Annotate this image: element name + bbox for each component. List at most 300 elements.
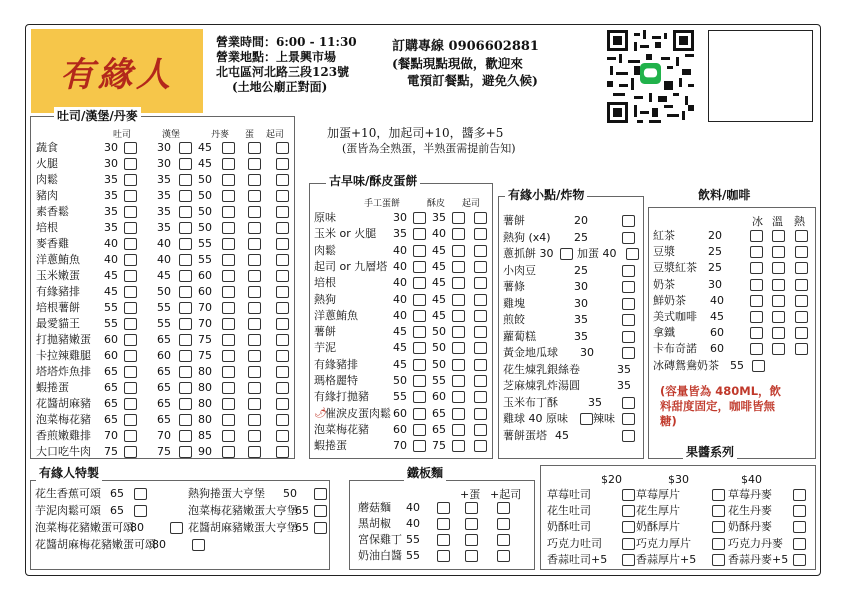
- crisp-checkbox[interactable]: [452, 261, 465, 273]
- line-qr-code[interactable]: [607, 30, 694, 123]
- snack-checkbox[interactable]: [622, 331, 635, 343]
- drink-ice-checkbox[interactable]: [750, 279, 763, 291]
- jam-item-name: 草莓厚片: [636, 488, 680, 501]
- burger-price: 35: [157, 205, 171, 218]
- danish-checkbox[interactable]: [222, 302, 235, 314]
- pancake-cheese-checkbox[interactable]: [474, 391, 487, 403]
- burger-checkbox[interactable]: [179, 366, 192, 378]
- crisp-checkbox[interactable]: [452, 245, 465, 257]
- crisp-checkbox[interactable]: [452, 294, 465, 306]
- drink-warm-checkbox[interactable]: [772, 295, 785, 307]
- snack-price: 30: [574, 280, 588, 293]
- pancake-cheese-checkbox[interactable]: [474, 245, 487, 257]
- danish-price: 50: [198, 221, 212, 234]
- drink-note-line2: 料甜度固定，咖啡皆無: [660, 399, 775, 413]
- pancake-cheese-checkbox[interactable]: [474, 212, 487, 224]
- toast-checkbox[interactable]: [124, 318, 137, 330]
- danish-price: 75: [198, 333, 212, 346]
- drink-hot-checkbox[interactable]: [795, 311, 808, 323]
- noodle-checkbox[interactable]: [437, 518, 450, 530]
- pancake-cheese-checkbox[interactable]: [474, 408, 487, 420]
- cheese-checkbox[interactable]: [276, 430, 289, 442]
- toast-checkbox[interactable]: [124, 302, 137, 314]
- cheese-checkbox[interactable]: [276, 158, 289, 170]
- crisp-checkbox[interactable]: [452, 408, 465, 420]
- snack-egg-checkbox[interactable]: [626, 248, 639, 260]
- col-crisp: 酥皮: [427, 199, 446, 209]
- menu-item-name: 花醬胡麻豬: [36, 397, 91, 410]
- danish-price: 85: [198, 429, 212, 442]
- noodle-egg-checkbox[interactable]: [465, 550, 478, 562]
- snack-item-name: 薯條: [503, 280, 525, 293]
- jam-checkbox[interactable]: [622, 505, 635, 517]
- menu-item-name: 麥香雞: [36, 237, 69, 250]
- toast-price: 30: [104, 141, 118, 154]
- toast-price: 60: [104, 349, 118, 362]
- egg-checkbox[interactable]: [248, 142, 261, 154]
- snack-checkbox[interactable]: [622, 265, 635, 277]
- danish-price: 70: [198, 317, 212, 330]
- egg-checkbox[interactable]: [248, 430, 261, 442]
- menu-item-name: 培根: [36, 221, 58, 234]
- crisp-price: 35: [432, 211, 446, 224]
- jam-price-40: $40: [741, 473, 762, 486]
- jam-checkbox[interactable]: [622, 538, 635, 550]
- toast-price: 65: [104, 413, 118, 426]
- jam-checkbox[interactable]: [793, 538, 806, 550]
- cheese-checkbox[interactable]: [276, 222, 289, 234]
- brand-logo: [31, 29, 203, 113]
- toast-checkbox[interactable]: [124, 350, 137, 362]
- snack-checkbox[interactable]: [622, 397, 635, 409]
- danish-checkbox[interactable]: [222, 174, 235, 186]
- crisp-checkbox[interactable]: [452, 228, 465, 240]
- toast-price: 35: [104, 221, 118, 234]
- danish-price: 60: [198, 269, 212, 282]
- order-notice-1: (餐點現點現做，歡迎來: [392, 56, 523, 71]
- cheese-checkbox[interactable]: [276, 286, 289, 298]
- pancake-cheese-checkbox[interactable]: [474, 342, 487, 354]
- burger-checkbox[interactable]: [179, 334, 192, 346]
- toast-checkbox[interactable]: [124, 206, 137, 218]
- hand-checkbox[interactable]: [413, 245, 426, 257]
- pancake-cheese-checkbox[interactable]: [474, 261, 487, 273]
- special-checkbox[interactable]: [314, 505, 327, 517]
- snack-price: 35: [617, 362, 631, 376]
- special-title: 有緣人特製: [36, 464, 102, 481]
- drink-ice-checkbox[interactable]: [750, 311, 763, 323]
- hand-checkbox[interactable]: [413, 359, 426, 371]
- egg-checkbox[interactable]: [248, 158, 261, 170]
- drink-price: 40: [710, 293, 724, 307]
- hand-price: 70: [393, 439, 407, 453]
- noodle-cheese-checkbox[interactable]: [497, 518, 510, 530]
- noodle-checkbox[interactable]: [437, 502, 450, 514]
- pancake-item-name: 芋泥: [314, 341, 336, 355]
- danish-checkbox[interactable]: [222, 350, 235, 362]
- egg-checkbox[interactable]: [248, 222, 261, 234]
- snack-checkbox[interactable]: [622, 430, 635, 442]
- hand-checkbox[interactable]: [413, 310, 426, 322]
- hand-checkbox[interactable]: [413, 326, 426, 338]
- drink-warm-checkbox[interactable]: [772, 327, 785, 339]
- noodle-checkbox[interactable]: [437, 550, 450, 562]
- crisp-checkbox[interactable]: [452, 359, 465, 371]
- danish-checkbox[interactable]: [222, 366, 235, 378]
- snack-checkbox[interactable]: [622, 347, 635, 359]
- cheese-checkbox[interactable]: [276, 318, 289, 330]
- cheese-checkbox[interactable]: [276, 446, 289, 458]
- snack-price: 35: [574, 313, 588, 326]
- burger-price: 35: [157, 173, 171, 186]
- drink-hot-checkbox[interactable]: [795, 343, 808, 355]
- special-price: 80: [152, 538, 166, 551]
- danish-checkbox[interactable]: [222, 334, 235, 346]
- burger-checkbox[interactable]: [179, 302, 192, 314]
- hand-checkbox[interactable]: [413, 440, 426, 452]
- cheese-checkbox[interactable]: [276, 174, 289, 186]
- snack-checkbox[interactable]: [622, 281, 635, 293]
- hand-price: 55: [393, 390, 407, 404]
- drink-warm-checkbox[interactable]: [772, 343, 785, 355]
- hand-checkbox[interactable]: [413, 342, 426, 354]
- special-checkbox[interactable]: [134, 505, 147, 517]
- egg-checkbox[interactable]: [248, 174, 261, 186]
- danish-checkbox[interactable]: [222, 382, 235, 394]
- drink-warm-checkbox[interactable]: [772, 262, 785, 274]
- toast-checkbox[interactable]: [124, 174, 137, 186]
- danish-price: 80: [198, 413, 212, 426]
- hand-checkbox[interactable]: [413, 261, 426, 273]
- burger-checkbox[interactable]: [179, 270, 192, 282]
- danish-checkbox[interactable]: [222, 318, 235, 330]
- drink-hot-checkbox[interactable]: [795, 246, 808, 258]
- toast-checkbox[interactable]: [124, 334, 137, 346]
- toast-checkbox[interactable]: [124, 190, 137, 202]
- menu-item-name: 蔬食: [36, 141, 58, 154]
- noodle-egg-checkbox[interactable]: [465, 534, 478, 546]
- snack-price: 35: [574, 329, 588, 343]
- snack-checkbox[interactable]: [560, 248, 573, 260]
- hand-checkbox[interactable]: [413, 375, 426, 387]
- pancake-cheese-checkbox[interactable]: [474, 375, 487, 387]
- snack-checkbox[interactable]: [622, 215, 635, 227]
- special-item-name: 花醬胡麻梅花豬嫩蛋可頌: [35, 538, 156, 551]
- egg-checkbox[interactable]: [248, 190, 261, 202]
- hand-price: 45: [393, 357, 407, 371]
- snack-checkbox[interactable]: [622, 298, 635, 310]
- burger-checkbox[interactable]: [179, 318, 192, 330]
- danish-price: 70: [198, 301, 212, 314]
- hand-checkbox[interactable]: [413, 228, 426, 240]
- pancake-cheese-checkbox[interactable]: [474, 424, 487, 436]
- drink-ice-checkbox[interactable]: [750, 327, 763, 339]
- egg-checkbox[interactable]: [248, 414, 261, 426]
- snack-checkbox[interactable]: [622, 232, 635, 244]
- drink-item-name: 奶茶: [653, 277, 675, 291]
- jam-item-name: 花生丹麥: [728, 504, 772, 518]
- egg-checkbox[interactable]: [248, 302, 261, 314]
- crisp-price: 65: [432, 406, 446, 420]
- drink-ice-checkbox[interactable]: [750, 262, 763, 274]
- hand-checkbox[interactable]: [413, 212, 426, 224]
- burger-checkbox[interactable]: [179, 414, 192, 426]
- snack-original-checkbox[interactable]: [580, 413, 593, 425]
- pancake-cheese-checkbox[interactable]: [474, 359, 487, 371]
- snack-checkbox[interactable]: [622, 314, 635, 326]
- danish-checkbox[interactable]: [222, 142, 235, 154]
- toast-price: 65: [104, 381, 118, 394]
- egg-checkbox[interactable]: [248, 350, 261, 362]
- danish-checkbox[interactable]: [222, 238, 235, 250]
- crisp-checkbox[interactable]: [452, 375, 465, 387]
- special-checkbox[interactable]: [170, 522, 183, 534]
- danish-checkbox[interactable]: [222, 414, 235, 426]
- danish-checkbox[interactable]: [222, 430, 235, 442]
- crisp-checkbox[interactable]: [452, 212, 465, 224]
- jam-checkbox[interactable]: [712, 538, 725, 550]
- drink-ice-checkbox[interactable]: [750, 230, 763, 242]
- jam-checkbox[interactable]: [622, 489, 635, 501]
- cheese-checkbox[interactable]: [276, 382, 289, 394]
- noodle-cheese-checkbox[interactable]: [497, 502, 510, 514]
- jam-item-name: 奶酥吐司: [547, 520, 591, 534]
- pancake-item-name: 有緣打拋豬: [314, 390, 369, 404]
- burger-checkbox[interactable]: [179, 142, 192, 154]
- drink-hot-checkbox[interactable]: [795, 262, 808, 274]
- crisp-checkbox[interactable]: [452, 342, 465, 354]
- noodle-egg-checkbox[interactable]: [465, 502, 478, 514]
- egg-checkbox[interactable]: [248, 334, 261, 346]
- egg-checkbox[interactable]: [248, 254, 261, 266]
- danish-checkbox[interactable]: [222, 446, 235, 458]
- drink-item-name: 鮮奶茶: [653, 293, 686, 307]
- egg-checkbox[interactable]: [248, 286, 261, 298]
- pancake-cheese-checkbox[interactable]: [474, 310, 487, 322]
- drink-hot-checkbox[interactable]: [795, 230, 808, 242]
- cheese-checkbox[interactable]: [276, 238, 289, 250]
- egg-checkbox[interactable]: [248, 446, 261, 458]
- drink-ice-checkbox[interactable]: [752, 360, 765, 372]
- cheese-checkbox[interactable]: [276, 190, 289, 202]
- danish-checkbox[interactable]: [222, 286, 235, 298]
- jam-checkbox[interactable]: [712, 489, 725, 501]
- toast-checkbox[interactable]: [124, 446, 137, 458]
- burger-checkbox[interactable]: [179, 238, 192, 250]
- toast-checkbox[interactable]: [124, 382, 137, 394]
- burger-checkbox[interactable]: [179, 286, 192, 298]
- toast-price: 30: [104, 157, 118, 170]
- special-checkbox[interactable]: [192, 539, 205, 551]
- danish-price: 75: [198, 349, 212, 362]
- toast-checkbox[interactable]: [124, 430, 137, 442]
- toast-price: 35: [104, 173, 118, 186]
- danish-price: 55: [198, 253, 212, 266]
- crisp-checkbox[interactable]: [452, 310, 465, 322]
- egg-checkbox[interactable]: [248, 270, 261, 282]
- hand-checkbox[interactable]: [413, 391, 426, 403]
- special-item-name: 花醬胡麻豬嫩蛋大亨堡: [188, 521, 298, 534]
- jam-checkbox[interactable]: [793, 521, 806, 533]
- burger-checkbox[interactable]: [179, 174, 192, 186]
- jam-item-name: 花生厚片: [636, 504, 680, 518]
- danish-checkbox[interactable]: [222, 206, 235, 218]
- cheese-checkbox[interactable]: [276, 302, 289, 314]
- toast-checkbox[interactable]: [124, 222, 137, 234]
- pancake-cheese-checkbox[interactable]: [474, 294, 487, 306]
- pancake-item-name: 熱狗: [314, 292, 336, 306]
- pancake-item-name: 洋蔥鮪魚: [314, 308, 358, 322]
- cheese-checkbox[interactable]: [276, 206, 289, 218]
- hand-price: 60: [393, 422, 407, 436]
- cheese-checkbox[interactable]: [276, 334, 289, 346]
- hand-checkbox[interactable]: [413, 408, 426, 420]
- snack-item-name: 薯餅: [503, 214, 525, 227]
- noodle-checkbox[interactable]: [437, 534, 450, 546]
- crisp-checkbox[interactable]: [452, 424, 465, 436]
- noodle-egg-checkbox[interactable]: [465, 518, 478, 530]
- jam-checkbox[interactable]: [622, 521, 635, 533]
- snack-item-name: 熱狗 (x4): [503, 230, 551, 244]
- egg-checkbox[interactable]: [248, 398, 261, 410]
- toast-checkbox[interactable]: [124, 270, 137, 282]
- cheese-checkbox[interactable]: [276, 142, 289, 154]
- drink-warm-checkbox[interactable]: [772, 230, 785, 242]
- toast-checkbox[interactable]: [124, 366, 137, 378]
- toast-checkbox[interactable]: [124, 142, 137, 154]
- danish-price: 50: [198, 173, 212, 186]
- cheese-checkbox[interactable]: [276, 414, 289, 426]
- noodle-item-name: 奶油白醬: [358, 549, 402, 562]
- drink-hot-checkbox[interactable]: [795, 279, 808, 291]
- hand-checkbox[interactable]: [413, 424, 426, 436]
- drink-hot-checkbox[interactable]: [795, 327, 808, 339]
- noodle-price: 55: [406, 549, 420, 562]
- pancake-item-name: 原味: [314, 211, 336, 224]
- jam-checkbox[interactable]: [712, 521, 725, 533]
- hand-price: 50: [393, 374, 407, 387]
- snack-price: 加蛋 40: [577, 247, 617, 260]
- col-egg: 蛋: [245, 130, 255, 140]
- noodle-item-name: 宮保雞丁: [358, 533, 402, 546]
- burger-checkbox[interactable]: [179, 350, 192, 362]
- danish-checkbox[interactable]: [222, 190, 235, 202]
- noodle-cheese-checkbox[interactable]: [497, 550, 510, 562]
- hand-checkbox[interactable]: [413, 294, 426, 306]
- burger-checkbox[interactable]: [179, 398, 192, 410]
- jam-checkbox[interactable]: [793, 489, 806, 501]
- cheese-checkbox[interactable]: [276, 398, 289, 410]
- crisp-checkbox[interactable]: [452, 440, 465, 452]
- snack-item-name: 玉米布丁酥: [503, 395, 558, 409]
- danish-checkbox[interactable]: [222, 222, 235, 234]
- danish-checkbox[interactable]: [222, 398, 235, 410]
- burger-checkbox[interactable]: [179, 222, 192, 234]
- crisp-price: 40: [432, 227, 446, 241]
- hand-checkbox[interactable]: [413, 277, 426, 289]
- danish-price: 55: [198, 237, 212, 250]
- toast-checkbox[interactable]: [124, 158, 137, 170]
- special-checkbox[interactable]: [134, 488, 147, 500]
- menu-item-name: 有緣豬排: [36, 285, 80, 298]
- special-checkbox[interactable]: [314, 488, 327, 500]
- danish-checkbox[interactable]: [222, 158, 235, 170]
- jam-checkbox[interactable]: [712, 554, 725, 566]
- cheese-checkbox[interactable]: [276, 350, 289, 362]
- jam-checkbox[interactable]: [793, 505, 806, 517]
- special-item-name: 熱狗捲蛋大亨堡: [188, 487, 265, 500]
- snack-price: 35: [617, 379, 631, 392]
- burger-checkbox[interactable]: [179, 158, 192, 170]
- jam-checkbox[interactable]: [622, 554, 635, 566]
- snack-item-name: 雞塊: [503, 296, 525, 310]
- danish-checkbox[interactable]: [222, 254, 235, 266]
- crisp-checkbox[interactable]: [452, 326, 465, 338]
- egg-checkbox[interactable]: [248, 238, 261, 250]
- cheese-checkbox[interactable]: [276, 254, 289, 266]
- burger-price: 40: [157, 237, 171, 250]
- drink-warm-checkbox[interactable]: [772, 311, 785, 323]
- burger-checkbox[interactable]: [179, 382, 192, 394]
- burger-price: 55: [157, 317, 171, 330]
- pancake-cheese-checkbox[interactable]: [474, 326, 487, 338]
- drink-warm-checkbox[interactable]: [772, 246, 785, 258]
- jam-checkbox[interactable]: [712, 505, 725, 517]
- burger-checkbox[interactable]: [179, 190, 192, 202]
- crisp-checkbox[interactable]: [452, 391, 465, 403]
- special-checkbox[interactable]: [314, 522, 327, 534]
- order-phone: 訂購專線 0906602881: [392, 39, 539, 54]
- drink-ice-checkbox[interactable]: [750, 246, 763, 258]
- drink-hot-checkbox[interactable]: [795, 295, 808, 307]
- toast-price: 40: [104, 237, 118, 250]
- noodle-cheese-checkbox[interactable]: [497, 534, 510, 546]
- crisp-price: 45: [432, 308, 446, 322]
- snack-checkbox[interactable]: [622, 413, 635, 425]
- egg-checkbox[interactable]: [248, 366, 261, 378]
- burger-checkbox[interactable]: [179, 430, 192, 442]
- burger-checkbox[interactable]: [179, 446, 192, 458]
- snack-item-name: 煎餃: [503, 313, 525, 326]
- cheese-checkbox[interactable]: [276, 366, 289, 378]
- toast-checkbox[interactable]: [124, 286, 137, 298]
- col-cheese: 起司: [266, 130, 285, 140]
- egg-checkbox[interactable]: [248, 206, 261, 218]
- special-price: 50: [283, 487, 297, 500]
- noodle-item-name: 黑胡椒: [358, 517, 391, 530]
- col-danish: 丹麥: [211, 130, 230, 140]
- pancake-cheese-checkbox[interactable]: [474, 440, 487, 452]
- drink-ice-checkbox[interactable]: [750, 343, 763, 355]
- burger-checkbox[interactable]: [179, 206, 192, 218]
- drink-ice-checkbox[interactable]: [750, 295, 763, 307]
- burger-checkbox[interactable]: [179, 254, 192, 266]
- cheese-checkbox[interactable]: [276, 270, 289, 282]
- egg-checkbox[interactable]: [248, 382, 261, 394]
- egg-checkbox[interactable]: [248, 318, 261, 330]
- pancake-cheese-checkbox[interactable]: [474, 228, 487, 240]
- drink-warm-checkbox[interactable]: [772, 279, 785, 291]
- danish-checkbox[interactable]: [222, 270, 235, 282]
- menu-item-name: 肉鬆: [36, 173, 58, 186]
- toast-checkbox[interactable]: [124, 254, 137, 266]
- toast-checkbox[interactable]: [124, 238, 137, 250]
- jam-checkbox[interactable]: [793, 554, 806, 566]
- crisp-checkbox[interactable]: [452, 277, 465, 289]
- toast-checkbox[interactable]: [124, 398, 137, 410]
- toast-checkbox[interactable]: [124, 414, 137, 426]
- pancake-cheese-checkbox[interactable]: [474, 277, 487, 289]
